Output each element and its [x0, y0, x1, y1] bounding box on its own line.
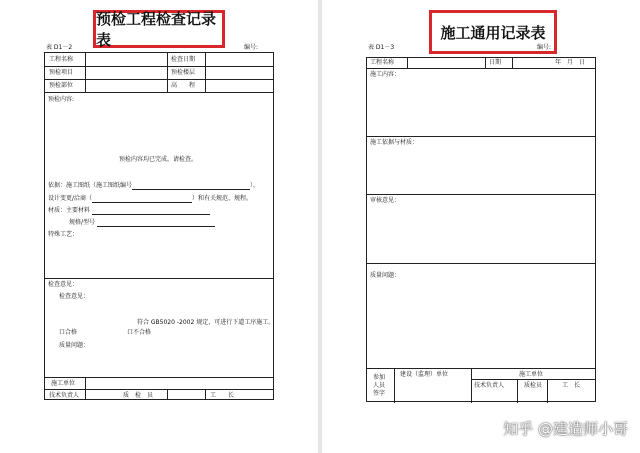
- elevation-label: 高 程: [171, 82, 196, 89]
- basis-line: [48, 182, 259, 190]
- right-quality-issue-label: 质量问题：: [370, 272, 401, 279]
- right-form-table: [366, 57, 596, 402]
- check-opinion-label: 检查意见：: [59, 293, 90, 300]
- fail-checkbox[interactable]: 口不合格: [127, 329, 152, 336]
- design-change-line: [48, 195, 252, 203]
- precheck-content-label: 预检内容:: [48, 96, 75, 103]
- right-project-name-label: 工程名称: [370, 59, 395, 66]
- qc-label: 质 检 员: [123, 392, 154, 399]
- construction-basis-label: 施工依据与材质：: [370, 139, 419, 146]
- right-serial-label: 编号:: [537, 44, 552, 51]
- special-process-label: 特殊工艺：: [48, 231, 79, 238]
- precheck-floor-label: 预检楼层: [171, 69, 196, 76]
- project-name-label: 工程名称: [49, 56, 74, 63]
- right-foreman-label: 工 长: [562, 382, 581, 389]
- opinion-label: 检查意见：: [48, 281, 79, 288]
- design-change-end: ）和有关规范、规程。: [192, 195, 253, 202]
- check-date-label: 检查日期: [171, 56, 196, 63]
- participants-sign-label: 参加 人员 签字: [373, 374, 386, 397]
- pass-checkbox[interactable]: 口合格: [59, 329, 78, 336]
- precheck-item-label: 预检项目: [49, 69, 74, 76]
- comply-text: 符合 GB5020 -2002 规定，可进行下道工序施工。: [137, 319, 275, 326]
- left-title-highlight: [93, 10, 225, 48]
- material-line: [48, 207, 210, 215]
- left-table-number: 表 D1－2: [46, 44, 73, 51]
- right-table-number: 表 D1－3: [368, 44, 395, 51]
- right-construction-unit-label: 施工单位: [519, 371, 544, 378]
- precheck-part-label: 预检部位: [49, 82, 74, 89]
- right-document-page: [322, 0, 640, 453]
- spec-label: 规格/型号: [69, 219, 96, 226]
- quality-issue-label: 质量问题：: [59, 342, 90, 349]
- tech-lead-label: 技术负责人: [49, 392, 80, 399]
- foreman-label: 工 长: [210, 392, 235, 399]
- construction-content-label: 施工内容：: [370, 71, 401, 78]
- left-title: 预检工程检查记录表: [96, 10, 217, 49]
- basis-end: ），: [250, 182, 260, 189]
- left-serial-label: 编号:: [244, 44, 259, 51]
- right-date-value: 年 月 日: [555, 59, 586, 66]
- right-title: 施工通用记录表: [440, 23, 546, 42]
- precheck-content-note: 预检内容均已完成，请检查。: [119, 156, 198, 163]
- right-qc-label: 质检员: [524, 382, 543, 389]
- material-label: 材质：主要材料: [48, 207, 91, 214]
- zhihu-watermark: 知乎 @建造师小哥: [503, 420, 628, 438]
- review-opinion-label: 审核意见：: [370, 197, 401, 204]
- design-change-text: 设计变更/洽商（: [48, 195, 93, 202]
- basis-text: 依据：施工图纸（施工图纸编号: [48, 182, 133, 189]
- left-form-table: [44, 52, 274, 400]
- left-document-page: [0, 0, 318, 453]
- spec-line: [69, 219, 215, 227]
- supervision-unit-label: 建设（监理）单位: [400, 371, 449, 378]
- construction-unit-label: 施工单位: [51, 380, 76, 387]
- right-tech-lead-label: 技术负责人: [474, 382, 505, 389]
- right-date-label: 日期: [489, 59, 502, 66]
